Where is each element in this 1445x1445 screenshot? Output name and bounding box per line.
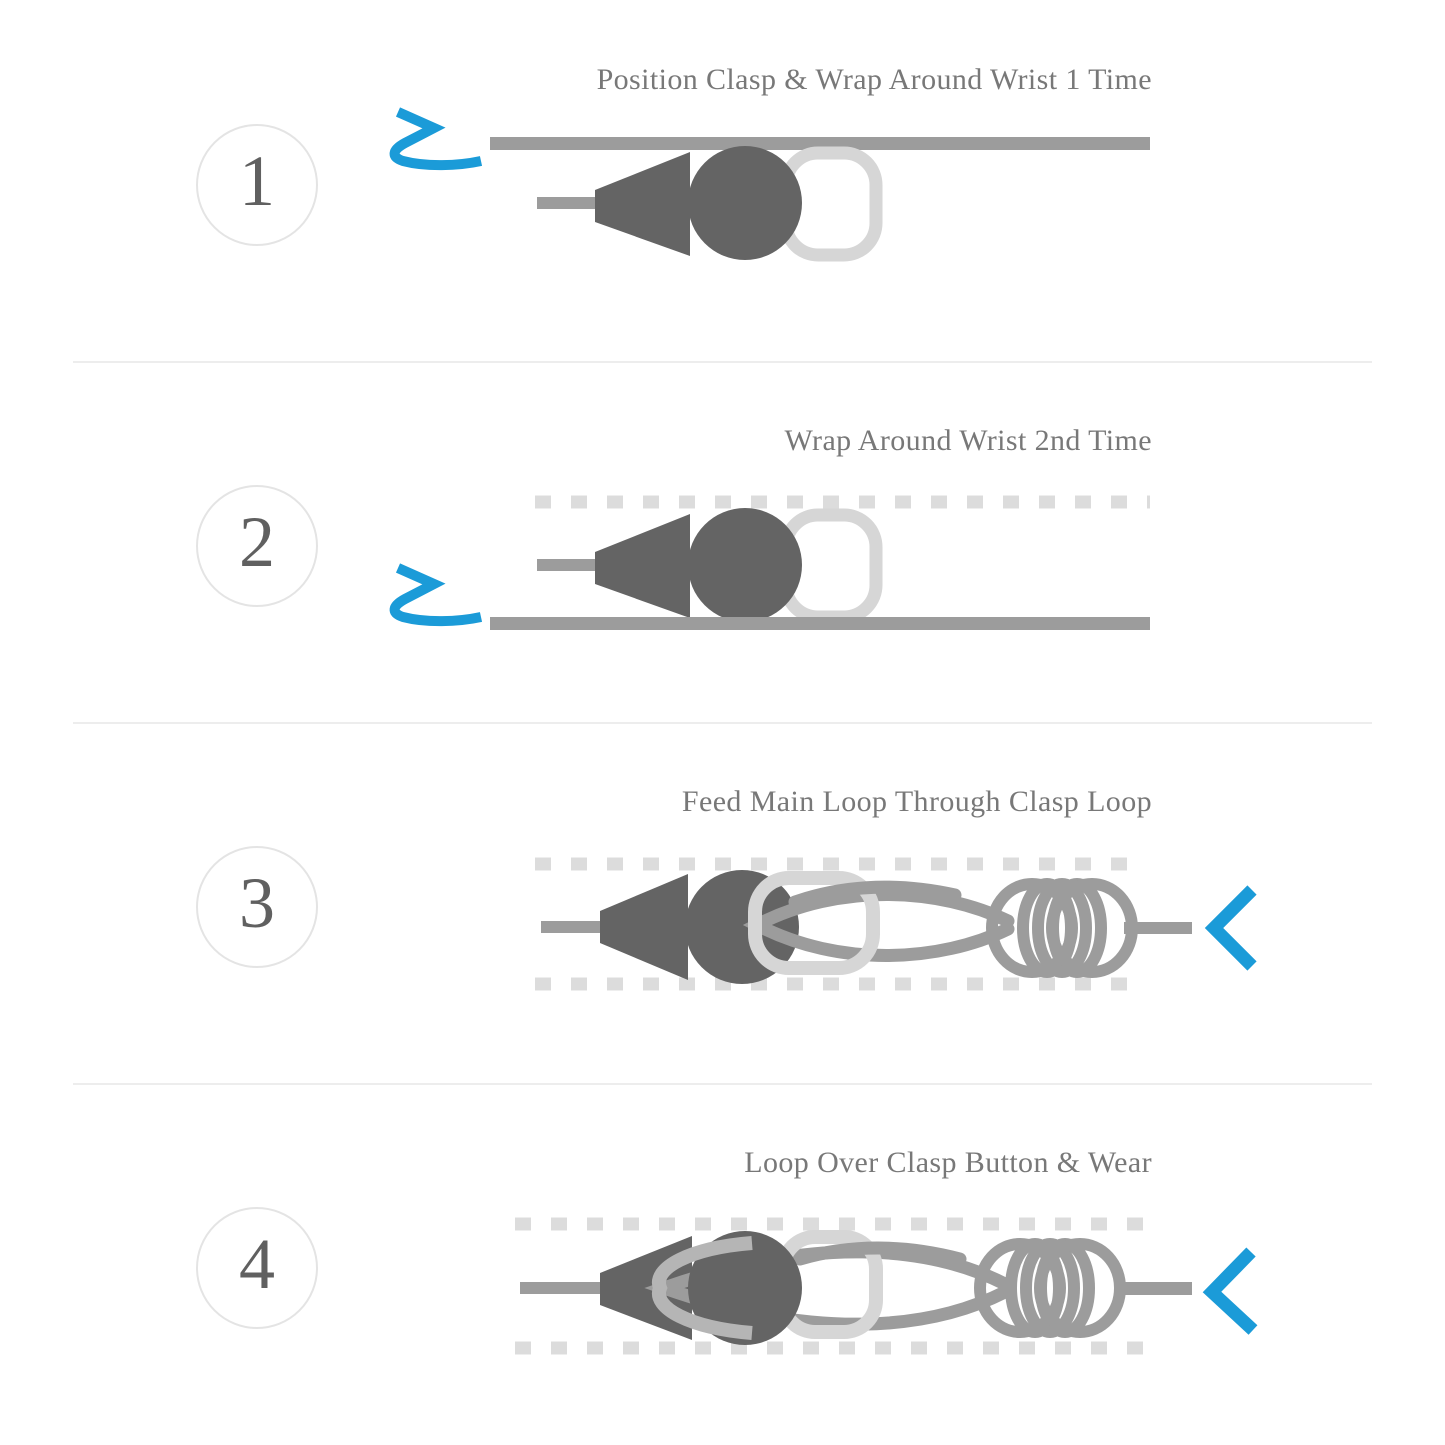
chevron-left-icon (1214, 890, 1252, 966)
curved-wrap-arrow-icon (395, 112, 481, 165)
cord-end (1116, 1282, 1192, 1295)
step-1-title: Position Clasp & Wrap Around Wrist 1 Time (596, 63, 1152, 96)
step-2-row (0, 361, 1445, 722)
step-4-illustration (0, 1083, 1445, 1445)
clasp-funnel (595, 514, 690, 618)
step-2-illustration (0, 361, 1445, 722)
step-2-title: Wrap Around Wrist 2nd Time (784, 424, 1152, 457)
step-3-number: 3 (239, 863, 275, 943)
clasp-button (688, 146, 802, 260)
step-4-number: 4 (239, 1224, 275, 1304)
clasp-button (688, 508, 802, 622)
cord-stub (520, 1282, 605, 1294)
clasp-funnel (595, 152, 690, 256)
chevron-left-icon (1212, 1252, 1253, 1330)
step-4-title: Loop Over Clasp Button & Wear (744, 1146, 1152, 1179)
curved-wrap-arrow-icon (395, 568, 481, 621)
step-1-row (0, 0, 1445, 361)
step-3-title: Feed Main Loop Through Clasp Loop (681, 785, 1152, 818)
cord-stub (541, 921, 606, 933)
step-4-row (0, 1083, 1445, 1445)
wrist-strand-solid-bottom (490, 617, 1150, 630)
step-3-row (0, 722, 1445, 1083)
clasp-funnel (600, 874, 688, 980)
step-3-illustration (0, 722, 1445, 1083)
step-1-number: 1 (239, 141, 275, 221)
step-1-illustration (0, 0, 1445, 361)
step-2-number: 2 (239, 502, 275, 582)
